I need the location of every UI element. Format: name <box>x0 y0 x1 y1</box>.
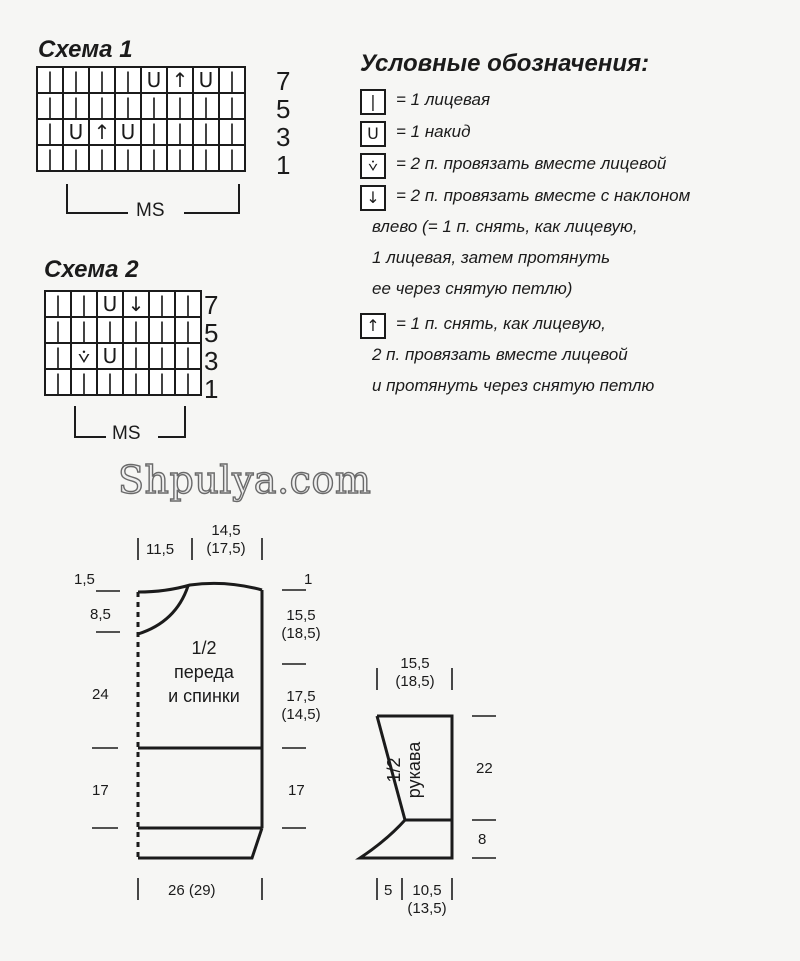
body-right-dim-3-bottom: (14,5) <box>281 706 321 723</box>
body-right-dim-3 <box>276 688 326 724</box>
scheme2-cell: ↓ <box>123 291 149 317</box>
legend-item-text: ее через снятую петлю) <box>372 279 573 298</box>
scheme2-cell: | <box>149 291 175 317</box>
scheme1-cell: | <box>141 119 167 145</box>
scheme2-cell: | <box>45 291 71 317</box>
scheme1-cell: | <box>115 67 141 93</box>
scheme2-row-number: 3 <box>204 346 219 376</box>
scheme2-row-number: 7 <box>204 290 219 320</box>
scheme1-cell: | <box>89 145 115 171</box>
scheme1-cell: U <box>63 119 89 145</box>
k2tog-icon: ⩒ <box>360 153 386 179</box>
body-right-dim-4: 17 <box>288 782 305 799</box>
sleeve-bottom-dim-left: 5 <box>384 882 393 899</box>
scheme1-cell: | <box>37 145 63 171</box>
sleeve-label-line-1: 1/2 <box>384 757 404 783</box>
scheme1-cell: ↑ <box>89 119 115 145</box>
ssk-icon: ↓ <box>360 185 386 211</box>
scheme1-cell: | <box>141 145 167 171</box>
knit-stitch-icon: | <box>360 89 386 115</box>
body-left-dim-3: 24 <box>92 686 109 703</box>
scheme2-row-number: 5 <box>204 318 219 348</box>
scheme2-cell: | <box>45 369 71 395</box>
scheme1-cell: | <box>219 67 245 93</box>
scheme1-cell: | <box>37 67 63 93</box>
legend-item-text: = 1 п. снять, как лицевую, <box>396 314 606 333</box>
scheme1-cell: | <box>141 93 167 119</box>
body-right-dim-1: 1 <box>304 571 313 588</box>
body-top-dim-left: 11,5 <box>146 541 175 558</box>
scheme2-cell: | <box>123 369 149 395</box>
scheme1-cell: | <box>219 145 245 171</box>
legend-item-text: влево (= 1 п. снять, как лицевую, <box>372 217 638 236</box>
body-label-line-3: и спинки <box>168 686 240 706</box>
scheme2-cell: | <box>149 369 175 395</box>
scheme1-cell: ↑ <box>167 67 193 93</box>
body-label-line-1: 1/2 <box>191 638 217 658</box>
sleeve-top-dim-top: 15,5 <box>400 655 430 672</box>
sleeve-bottom-dim-right <box>404 882 450 918</box>
scheme2-cell: | <box>97 317 123 343</box>
scheme1-cell: | <box>167 93 193 119</box>
legend-item-text: = 2 п. провязать вместе лицевой <box>396 154 667 173</box>
scheme2-cell: | <box>71 291 97 317</box>
body-label-line-2: переда <box>174 662 234 682</box>
legend-item-text: = 1 лицевая <box>396 90 491 109</box>
legend-item-text: 1 лицевая, затем протянуть <box>372 248 611 267</box>
body-right-dim-3-top: 17,5 <box>286 688 316 705</box>
scheme1-title: Схема 1 <box>38 36 133 63</box>
body-right-dim-2 <box>276 607 326 643</box>
scheme1-cell: | <box>115 145 141 171</box>
scheme1-row-number: 7 <box>276 66 291 96</box>
sleeve-piece-label <box>384 730 444 810</box>
body-piece-label <box>156 636 252 708</box>
scheme1-cell: | <box>63 67 89 93</box>
scheme2-cell: | <box>175 343 201 369</box>
scheme2-cell: | <box>175 291 201 317</box>
scheme1-row-number: 1 <box>276 150 291 180</box>
body-top-dim-right-top: 14,5 <box>211 522 241 539</box>
scheme2-cell: | <box>149 343 175 369</box>
body-top-dim-right <box>198 522 254 558</box>
scheme1-cell: U <box>115 119 141 145</box>
sleeve-top-dim <box>388 655 442 691</box>
legend-title: Условные обозначения: <box>360 50 650 77</box>
scheme1-cell: | <box>167 145 193 171</box>
yarn-over-icon: U <box>360 121 386 147</box>
scheme2-cell: | <box>97 369 123 395</box>
scheme2-row-number: 1 <box>204 374 219 404</box>
sleeve-top-dim-bottom: (18,5) <box>395 673 435 690</box>
sleeve-bottom-dim-right-top: 10,5 <box>412 882 442 899</box>
scheme1-cell: | <box>193 93 219 119</box>
sleeve-label-line-2: рукава <box>404 741 424 799</box>
scheme1-cell: | <box>37 93 63 119</box>
scheme1-row-number: 5 <box>276 94 291 124</box>
scheme2-cell: | <box>123 317 149 343</box>
body-bottom-dim: 26 (29) <box>168 882 216 899</box>
scheme1-ms-label: MS <box>136 200 165 221</box>
scheme2-ms-label: MS <box>112 423 141 444</box>
body-left-dim-4: 17 <box>92 782 109 799</box>
scheme2-cell: | <box>175 317 201 343</box>
scheme1-cell: | <box>193 119 219 145</box>
body-right-dim-2-bottom: (18,5) <box>281 625 321 642</box>
body-top-dim-right-bottom: (17,5) <box>206 540 246 557</box>
scheme2-cell: | <box>45 317 71 343</box>
scheme2-cell: | <box>123 343 149 369</box>
scheme1-cell: | <box>63 145 89 171</box>
scheme1-cell: | <box>193 145 219 171</box>
scheme2-cell: | <box>71 369 97 395</box>
scheme2-cell: U <box>97 291 123 317</box>
scheme1-cell: | <box>89 67 115 93</box>
sk2p-icon: ↑ <box>360 313 386 339</box>
body-neckline <box>138 583 262 592</box>
body-right-dim-2-top: 15,5 <box>286 607 316 624</box>
scheme1-cell: | <box>37 119 63 145</box>
scheme2-cell: ⩒ <box>71 343 97 369</box>
sleeve-right-dim-1: 22 <box>476 760 493 777</box>
scheme1-row-number: 3 <box>276 122 291 152</box>
legend-item-text: = 2 п. провязать вместе с наклоном <box>396 186 691 205</box>
legend-item-text: = 1 накид <box>396 122 471 141</box>
scheme1-cell: | <box>167 119 193 145</box>
body-rib-edge <box>138 828 262 858</box>
scheme2-cell: | <box>175 369 201 395</box>
scheme2-cell: | <box>45 343 71 369</box>
scheme1-cell: | <box>219 119 245 145</box>
body-left-dim-2: 8,5 <box>90 606 111 623</box>
scheme1-cell: | <box>219 93 245 119</box>
scheme2-cell: | <box>149 317 175 343</box>
sleeve-right-dim-2: 8 <box>478 831 487 848</box>
scheme1-cell: | <box>63 93 89 119</box>
scheme2-cell: U <box>97 343 123 369</box>
scheme1-cell: | <box>115 93 141 119</box>
body-left-dim-1: 1,5 <box>74 571 95 588</box>
sleeve-bottom-dim-right-bottom: (13,5) <box>407 900 447 917</box>
scheme1-cell: U <box>193 67 219 93</box>
scheme1-cell: U <box>141 67 167 93</box>
legend-item-text: 2 п. провязать вместе лицевой <box>372 345 628 364</box>
scheme1-cell: | <box>89 93 115 119</box>
scheme2-title: Схема 2 <box>44 256 139 283</box>
watermark: Shpulya.com <box>118 458 372 502</box>
scheme2-cell: | <box>71 317 97 343</box>
legend-item-text: и протянуть через снятую петлю <box>372 376 655 395</box>
